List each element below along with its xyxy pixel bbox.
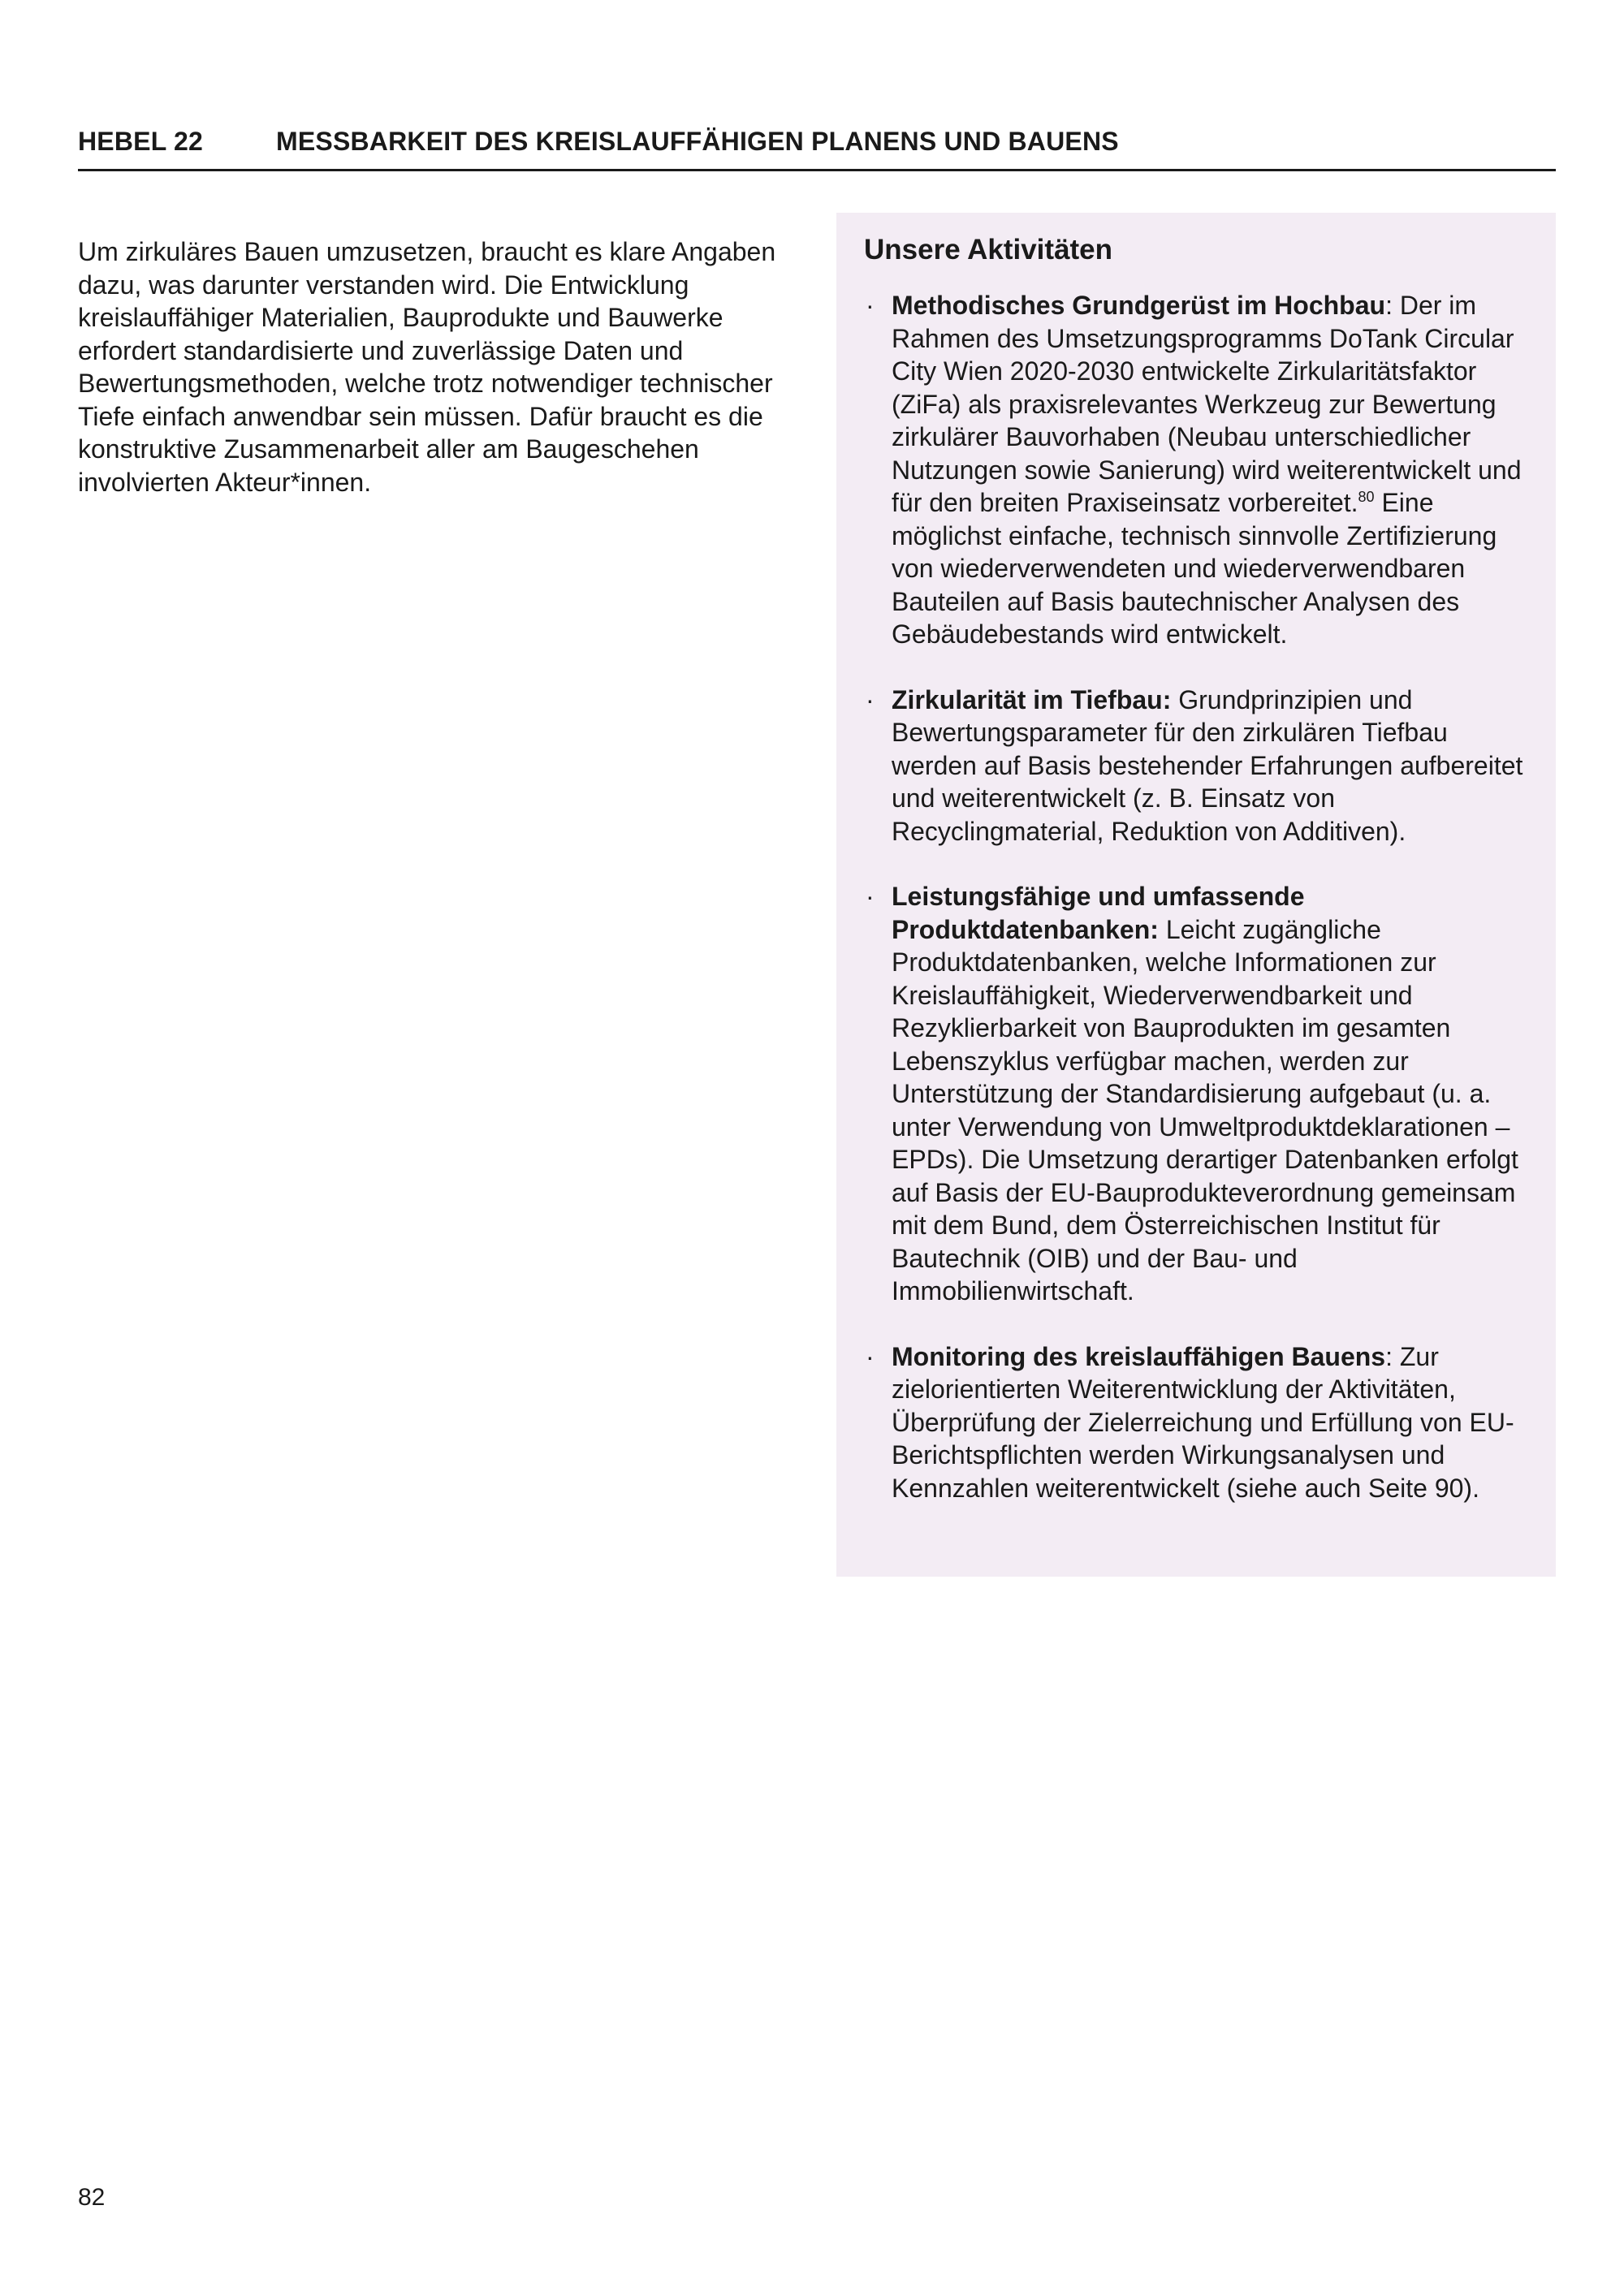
intro-text	[78, 235, 809, 498]
activity-text: Zur zielorientierten Weiterentwicklung der Aktivitäten, Überprüfung der Zielerreichung und Erfüllung von EU-Berichtspflichten werden Wirkungsanalysen und Kennzahlen weiterentwickelt (siehe auch Seite 90).	[892, 1341, 1514, 1503]
activity-item-monitoring	[864, 1340, 1527, 1505]
activity-separator	[1159, 915, 1166, 944]
activities-list	[864, 289, 1527, 1504]
activity-text: Grundprinzipien und Bewertungsparameter für den zirkulären Tiefbau werden auf Basis bestehender Erfahrungen aufbereitet und weiterentwickelt (z. B. Einsatz von Recyclingmaterial, Reduktion von Additiven).	[892, 684, 1523, 846]
activity-text: Leicht zugängliche Produktdatenbanken, welche Informationen zur Kreislauffähigkeit, Wiederverwendbarkeit und Rezyklierbarkeit von Bauprodukten im gesamten Lebenszyklus verfügbar machen, werden zur Unterstützung der Standardisierung aufgebaut (u. a. unter Verwendung von Umweltproduktdeklarationen – EPDs). Die Umsetzung derartiger Datenbanken erfolgt auf Basis der EU-Bauprodukteverordnung gemeinsam mit dem Bund, dem Österreichischen Institut für Bautechnik (OIB) und der Bau- und Immobilienwirtschaft.	[892, 914, 1518, 1306]
activity-text-continued: Eine möglichst einfache, technisch sinnvolle Zertifizierung von wiederverwendeten und wiederverwendbaren Bauteilen auf Basis bautechnischer Analysen des Gebäudebestands wird entwickelt.	[892, 488, 1497, 649]
activity-separator: :	[1385, 291, 1400, 320]
activity-item-hochbau	[864, 289, 1527, 651]
activity-item-tiefbau	[864, 684, 1527, 848]
activity-text: Der im Rahmen des Umsetzungsprogramms DoTank Circular City Wien 2020-2030 entwickelte Zirkularitätsfaktor (ZiFa) als praxisrelevantes Werkzeug zur Bewertung zirkulärer Bauvorhaben (Neubau unterschiedlicher Nutzungen sowie Sanierung) wird weiterentwickelt und für den breiten Praxiseinsatz vorbereitet.	[892, 291, 1522, 517]
bullet-icon: ·	[866, 1341, 875, 1371]
activity-title: Zirkularität im Tiefbau:	[892, 684, 1172, 714]
lever-number: HEBEL 22	[78, 127, 203, 156]
activities-heading: Unsere Aktivitäten	[864, 234, 1113, 265]
activities-box	[836, 213, 1556, 1577]
footnote-reference: 80	[1358, 489, 1375, 505]
intro-paragraph: Um zirkuläres Bauen umzusetzen, braucht es klare Angaben dazu, was darunter verstanden wird. Die Entwicklung kreislauffähiger Materialien, Bauprodukte und Bauwerke erfordert standardisierte und zuverlässige Daten und Bewertungsmethoden, welche trotz notwendiger technischer Tiefe einfach anwendbar sein müssen. Dafür braucht es die konstruktive Zusammenarbeit aller am Baugeschehen involvierten Akteur*innen.	[78, 237, 776, 497]
activity-separator: :	[1385, 1341, 1400, 1371]
page-header	[78, 123, 1556, 171]
activity-title: Monitoring des kreislauffähigen Bauens	[892, 1341, 1386, 1371]
bullet-icon: ·	[866, 882, 875, 911]
activity-item-produktdatenbanken	[864, 880, 1527, 1308]
bullet-icon: ·	[866, 684, 875, 714]
page-number: 82	[78, 2184, 106, 2211]
section-title: MESSBARKEIT DES KREISLAUFFÄHIGEN PLANENS UND BAUENS	[276, 127, 1119, 156]
bullet-icon: ·	[866, 291, 875, 320]
activity-separator	[1171, 685, 1178, 714]
activity-title: Methodisches Grundgerüst im Hochbau	[892, 291, 1386, 320]
activity-title: Leistungsfähige und umfassende Produktdatenbanken:	[892, 882, 1305, 944]
